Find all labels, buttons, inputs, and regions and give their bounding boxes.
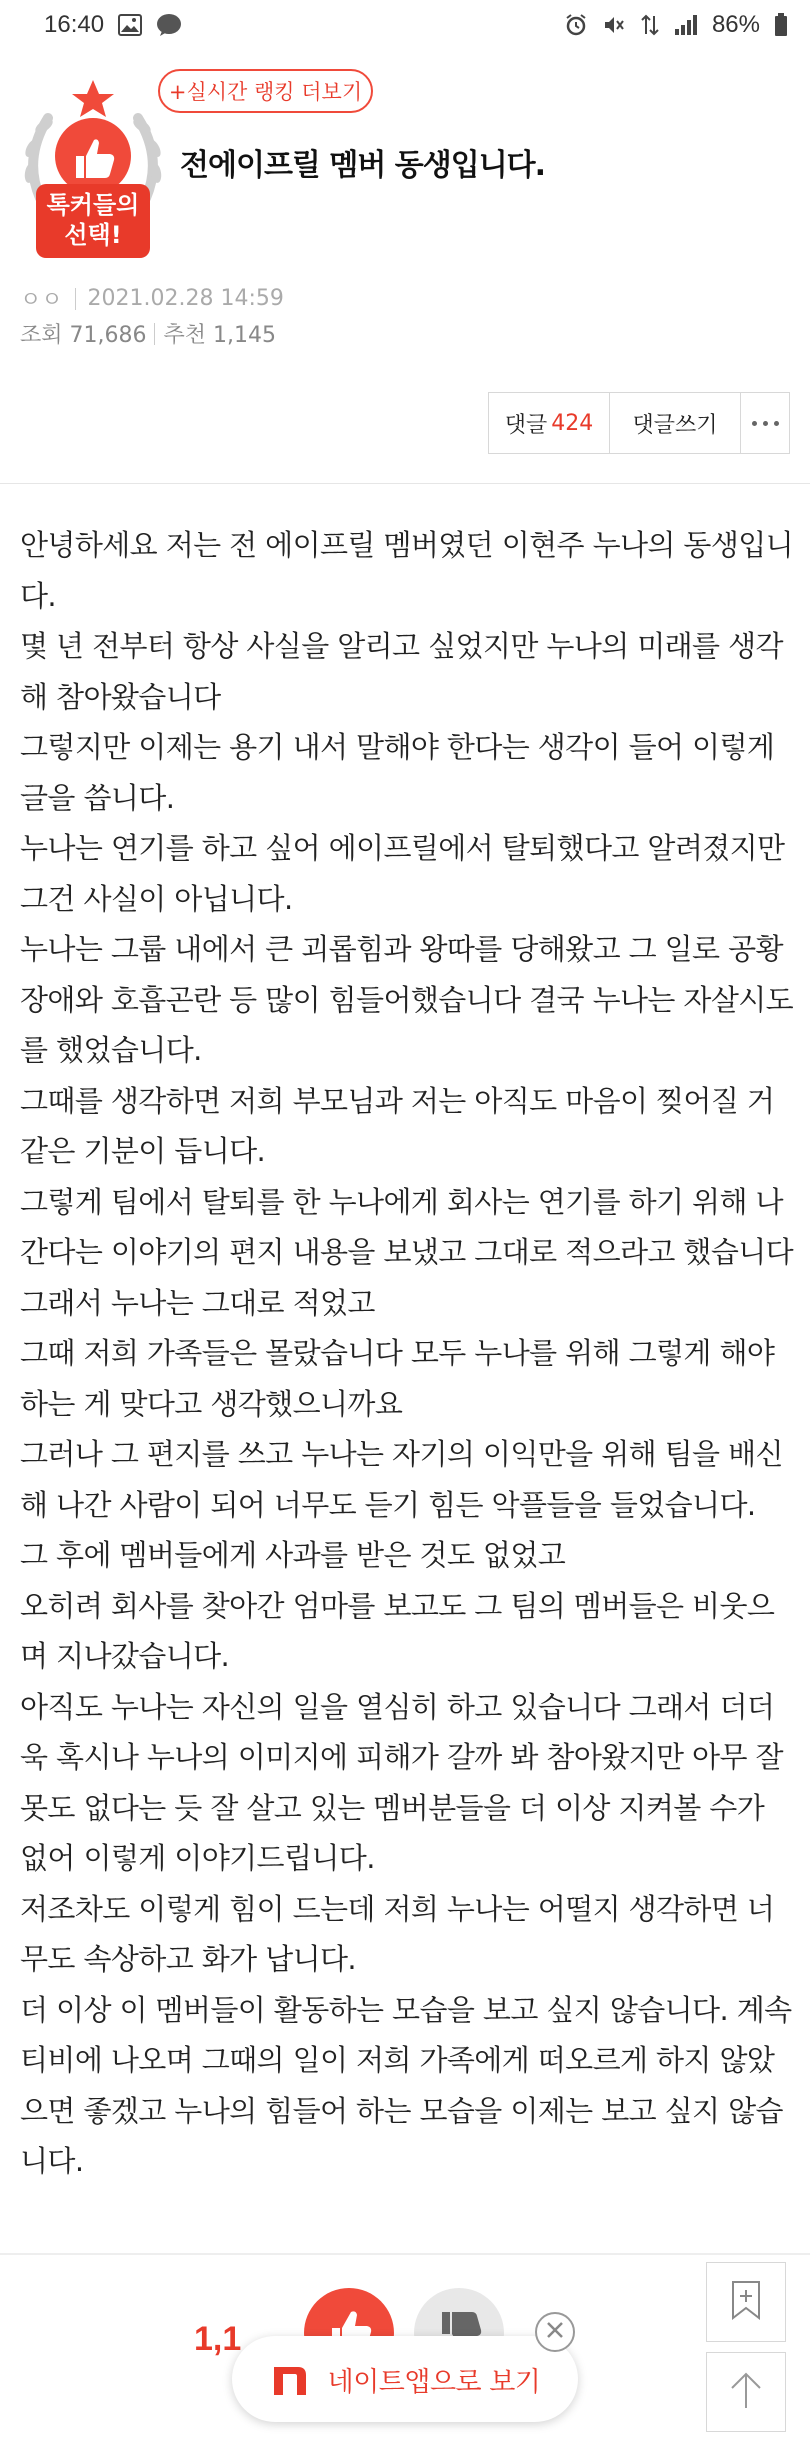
- article-divider: [0, 2253, 810, 2255]
- alarm-icon: [564, 13, 588, 37]
- comments-count: 424: [551, 410, 594, 436]
- meta-separator: [75, 288, 76, 310]
- open-in-app-text: 네이트앱으로 보기: [327, 2366, 541, 2398]
- close-banner-button[interactable]: [535, 2312, 575, 2352]
- article-line: 오히려 회사를 찾아간 엄마를 보고도 그 팀의 멤버들은 비웃으며 지나갔습니다.: [20, 1588, 775, 1673]
- more-options-button[interactable]: [741, 393, 789, 453]
- comments-label: 댓글: [504, 412, 548, 438]
- comments-button[interactable]: [489, 393, 610, 453]
- post-title: 전에이프릴 멤버 동생입니다.: [180, 148, 546, 183]
- data-icon: [640, 13, 660, 37]
- realtime-ranking-button[interactable]: +실시간 랭킹 더보기: [158, 69, 373, 113]
- post-action-bar: [488, 392, 790, 454]
- header-divider: [0, 483, 810, 484]
- recommend-vote-count: 1,1: [194, 2320, 242, 2358]
- signal-icon: [674, 14, 698, 36]
- talkers-choice-badge: [18, 78, 168, 268]
- post-meta-stats: [20, 318, 276, 349]
- view-count: 조회 71,686: [20, 323, 147, 348]
- author-name[interactable]: ㅇㅇ: [20, 288, 63, 313]
- bookmark-button[interactable]: [706, 2262, 786, 2342]
- article-line: 안녕하세요 저는 전 에이프릴 멤버였던 이현주 누나의 동생입니다.: [20, 528, 794, 613]
- article-line: 그때 저희 가족들은 몰랐습니다 모두 누나를 위해 그렇게 해야 하는 게 맞다고 생각했으니까요: [20, 1336, 775, 1421]
- mute-icon: [602, 13, 626, 37]
- badge-line1: 톡커들의: [46, 191, 140, 219]
- bookmark-icon: [729, 2280, 763, 2324]
- article-line: 저조차도 이렇게 힘이 드는데 저희 누나는 어떨지 생각하면 너무도 속상하고 화가 납니다.: [20, 1891, 775, 1976]
- article-line: 누나는 연기를 하고 싶어 에이프릴에서 탈퇴했다고 알려졌지만 그건 사실이 아닙니다.: [20, 831, 785, 916]
- recommend-count: 추천 1,145: [163, 323, 276, 348]
- status-time: 16:40: [44, 11, 105, 38]
- article-line: 그 후에 멤버들에게 사과를 받은 것도 없었고: [20, 1538, 566, 1572]
- nate-logo-icon: [270, 2359, 310, 2399]
- post-date: 2021.02.28 14:59: [87, 286, 284, 311]
- write-comment-button[interactable]: 댓글쓰기: [610, 393, 741, 453]
- article-line: 아직도 누나는 자신의 일을 열심히 하고 있습니다 그래서 더더욱 혹시나 누나의 이미지에 피해가 갈까 봐 참아왔지만 아무 잘못도 없다는 듯 잘 살고 있는 멤버분들을 더 이상 지켜볼 수가 없어 이렇게 이야기드립니다.: [20, 1689, 783, 1875]
- gallery-icon: [118, 14, 142, 36]
- article-line: 몇 년 전부터 항상 사실을 알리고 싶었지만 누나의 미래를 생각해 참아왔습니다: [20, 629, 783, 714]
- article-body: [20, 520, 795, 2187]
- badge-line2: 선택!: [64, 221, 122, 249]
- article-line: 그렇게 팀에서 탈퇴를 한 누나에게 회사는 연기를 하기 위해 나간다는 이야기의 편지 내용을 보냈고 그대로 적으라고 했습니다 그래서 누나는 그대로 적었고: [20, 1184, 794, 1320]
- battery-percent: 86%: [711, 11, 760, 38]
- article-line: 그러나 그 편지를 쓰고 누나는 자기의 이익만을 위해 팀을 배신해 나간 사람이 되어 너무도 듣기 힘든 악플들을 들었습니다.: [20, 1437, 783, 1522]
- close-icon: [546, 2321, 564, 2343]
- article-line: 그때를 생각하면 저희 부모님과 저는 아직도 마음이 찢어질 거 같은 기분이 듭니다.: [20, 1083, 775, 1168]
- post-meta-author: [20, 283, 284, 314]
- open-in-app-banner[interactable]: [232, 2336, 578, 2422]
- article-line: 더 이상 이 멤버들이 활동하는 모습을 보고 싶지 않습니다. 계속 티비에 나오며 그때의 일이 저희 가족에게 떠오르게 하지 않았으면 좋겠고 누나의 힘들어 하는 모습을 이제는 보고 싶지 않습니다.: [20, 1992, 792, 2178]
- meta-separator: [154, 323, 155, 345]
- article-line: 누나는 그룹 내에서 큰 괴롭힘과 왕따를 당해왔고 그 일로 공황장애와 호흡곤란 등 많이 힘들어했습니다 결국 누나는 자살시도를 했었습니다.: [20, 932, 794, 1067]
- more-icon: [749, 421, 782, 426]
- status-bar: [0, 0, 810, 50]
- arrow-up-icon: [728, 2370, 764, 2414]
- talk-icon: [156, 13, 182, 37]
- battery-icon: [774, 13, 788, 37]
- scroll-top-button[interactable]: [706, 2352, 786, 2432]
- article-line: 그렇지만 이제는 용기 내서 말해야 한다는 생각이 들어 이렇게 글을 씁니다.: [20, 730, 775, 815]
